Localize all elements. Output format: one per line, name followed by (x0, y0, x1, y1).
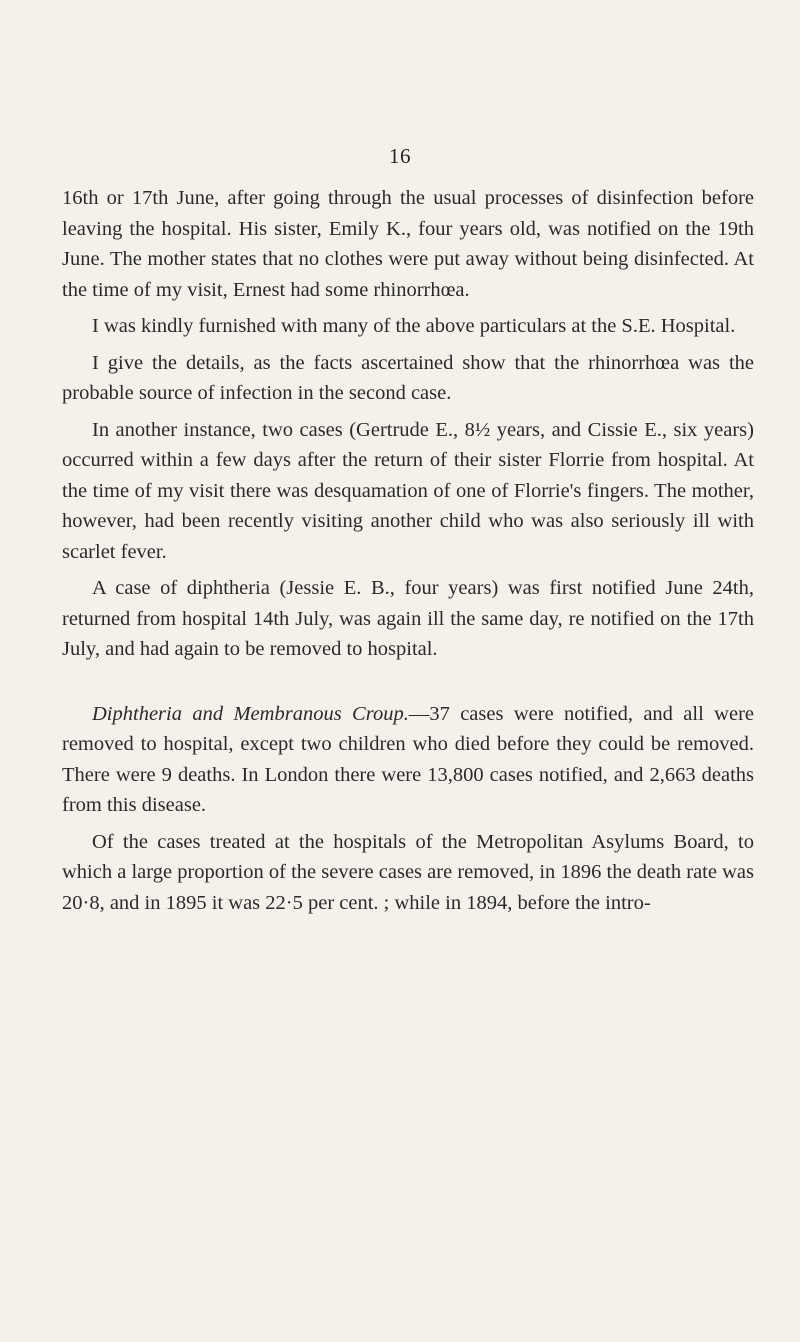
section-heading: Diphtheria and Membranous Croup. (92, 702, 409, 725)
paragraph-7: Of the cases treated at the hospitals of the Metropolitan Asylums Board, to which a large proportion of the severe cases are removed, in 1896 the death rate was 20·8, and in 1895 it was 22·5 per cent. ; while in 1894, before the intro- (62, 830, 754, 914)
paragraph-5: A case of diphtheria (Jessie E. B., four years) was first notified June 24th, returned from hospital 14th July, was again ill the same day, re notified on the 17th July, and had again to be removed to hospital. (62, 577, 754, 660)
paragraph-2: I was kindly furnished with many of the above particulars at the S.E. Hospital. (92, 315, 736, 337)
paragraph-6-text: —37 cases were notified, and all were removed to hospital, except two children who died before they could be removed. There were 9 deaths. In London there were 13,800 cases notified, and 2,663 deaths from this disease. (62, 702, 755, 816)
paragraph-3: I give the details, as the facts ascertained show that the rhinorrhœa was the probable source of infection in the second case. (62, 351, 754, 404)
paragraph-6 (62, 699, 754, 821)
body-text (62, 183, 754, 924)
paragraph-4: In another instance, two cases (Gertrude E., 8½ years, and Cissie E., six years) occurred within a few days after the return of their sister Florrie from hospital. At the time of my visit there was desquamation of one of Florrie's fingers. The mother, however, had been recently visiting another child who was also seriously ill with scarlet fever. (62, 418, 754, 563)
page-number: 16 (389, 144, 411, 168)
paragraph-1: 16th or 17th June, after going through the usual processes of disinfection before leaving the hospital. His sister, Emily K., four years old, was notified on the 19th June. The mother states that no clothes were put away without being disinfected. At the time of my visit, Ernest had some rhinorrhœa. (62, 187, 754, 301)
